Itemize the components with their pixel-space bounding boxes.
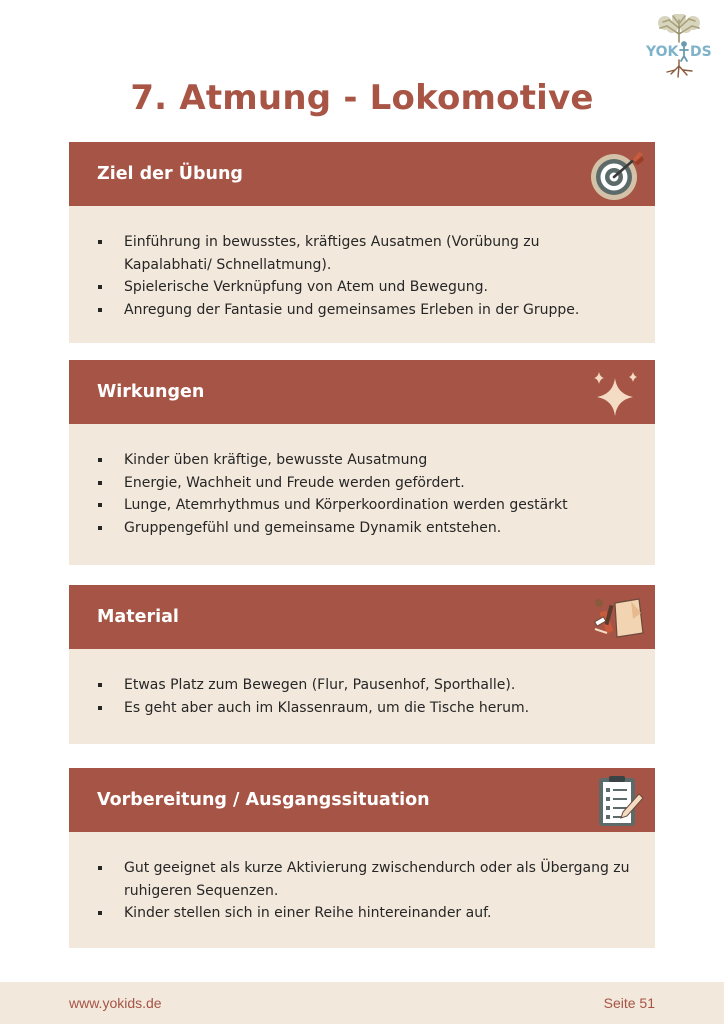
- list-item: Etwas Platz zum Bewegen (Flur, Pausenhof, Sporthalle).: [97, 674, 631, 697]
- logo-text-left: YOK: [646, 44, 679, 60]
- effects-list: [97, 449, 631, 539]
- material-list: [97, 674, 631, 719]
- preparation-list: [97, 857, 631, 925]
- section-body: [69, 832, 655, 948]
- checklist-icon: [587, 772, 645, 828]
- list-item: Anregung der Fantasie und gemeinsames Erleben in der Gruppe.: [97, 299, 631, 322]
- section-header: [69, 768, 655, 832]
- footer-website-link[interactable]: www.yokids.de: [69, 995, 162, 1011]
- yokids-logo: [645, 14, 713, 80]
- section-body: [69, 206, 655, 343]
- section-header: [69, 142, 655, 206]
- target-icon: [587, 146, 645, 202]
- footer: [0, 982, 724, 1024]
- sparkle-icon: [587, 364, 645, 420]
- section-title: Vorbereitung / Ausgangssituation: [97, 790, 430, 810]
- page-title: 7. Atmung - Lokomotive: [130, 78, 594, 118]
- section-effects: [69, 360, 655, 565]
- list-item: Lunge, Atemrhythmus und Körperkoordination werden gestärkt: [97, 494, 631, 517]
- logo-text-right: DS: [690, 44, 712, 60]
- list-item: Einführung in bewusstes, kräftiges Ausatmen (Vorübung zu Kapalabhati/ Schnellatmung).: [97, 231, 631, 276]
- section-material: [69, 585, 655, 744]
- list-item: Kinder stellen sich in einer Reihe hintereinander auf.: [97, 902, 631, 925]
- craft-supplies-icon: [587, 589, 645, 645]
- list-item: Gut geeignet als kurze Aktivierung zwischendurch oder als Übergang zu ruhigeren Sequenzen.: [97, 857, 631, 902]
- list-item: Spielerische Verknüpfung von Atem und Bewegung.: [97, 276, 631, 299]
- section-preparation: [69, 768, 655, 948]
- list-item: Kinder üben kräftige, bewusste Ausatmung: [97, 449, 631, 472]
- section-title: Ziel der Übung: [97, 164, 243, 184]
- section-header: [69, 585, 655, 649]
- section-title: Material: [97, 607, 179, 627]
- section-title: Wirkungen: [97, 382, 205, 402]
- list-item: Energie, Wachheit und Freude werden gefördert.: [97, 472, 631, 495]
- footer-page-number: Seite 51: [603, 995, 655, 1011]
- list-item: Gruppengefühl und gemeinsame Dynamik entstehen.: [97, 517, 631, 540]
- section-body: [69, 649, 655, 744]
- section-header: [69, 360, 655, 424]
- goal-list: [97, 231, 631, 321]
- section-body: [69, 424, 655, 565]
- list-item: Es geht aber auch im Klassenraum, um die Tische herum.: [97, 697, 631, 720]
- section-goal: [69, 142, 655, 343]
